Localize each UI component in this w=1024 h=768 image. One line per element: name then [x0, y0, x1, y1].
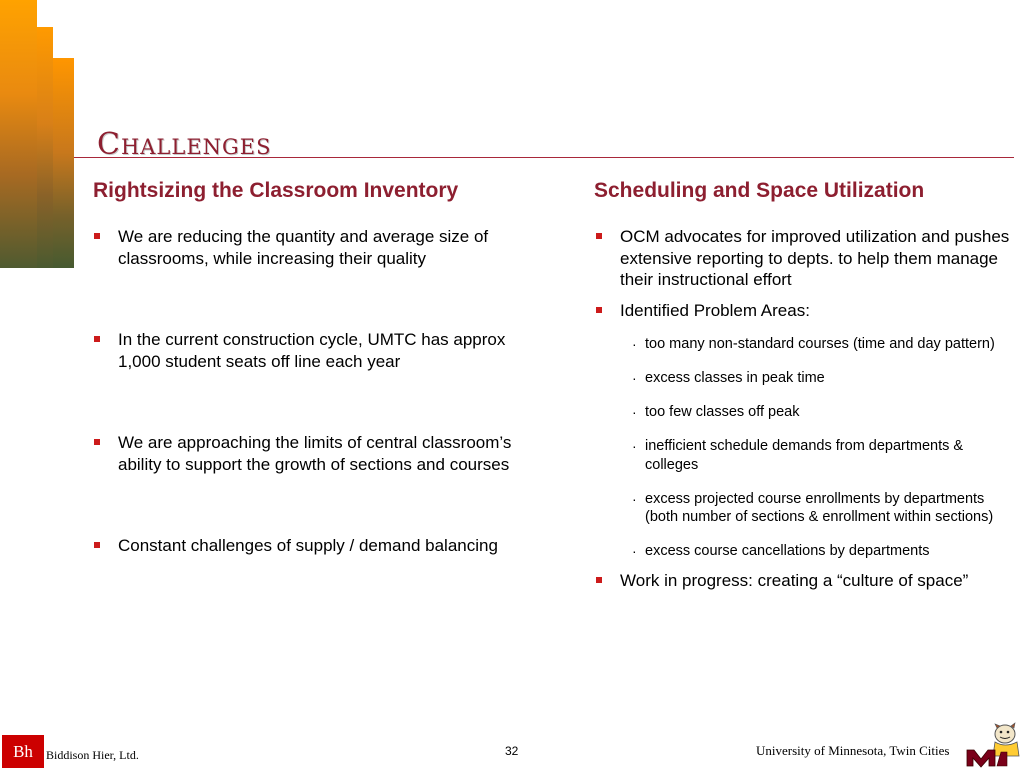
problem-areas-list	[620, 335, 1015, 561]
list-item: In the current construction cycle, UMTC has approx 1,000 student seats off line each year	[93, 329, 513, 372]
list-item: Constant challenges of supply / demand balancing	[93, 535, 513, 557]
gopher-m-logo-icon	[965, 722, 1021, 768]
sub-list-item: · too many non-standard courses (time and day pattern)	[632, 336, 995, 352]
decorative-bar-3	[53, 58, 74, 268]
bullet-square-icon	[596, 233, 602, 239]
list-item: Identified Problem Areas: · too many non-standard courses (time and day pattern) · excess classes in peak time · too few classes off peak · inefficient schedule demands from departments & colleges · excess projected course enrollments by departments (both number of sections & enrollment within sections) · excess course cancellations by departments	[595, 300, 1015, 561]
sub-list-item: · inefficient schedule demands from departments & colleges	[632, 438, 964, 473]
sub-list-item: · excess projected course enrollments by departments (both number of sections & enrollment within sections)	[632, 490, 994, 525]
right-column-heading: Scheduling and Space Utilization	[594, 179, 925, 202]
bullet-square-icon	[94, 542, 100, 548]
bullet-square-icon	[596, 307, 602, 313]
decorative-bar-2	[37, 27, 53, 268]
bullet-square-icon	[596, 577, 602, 583]
right-bullet-list	[595, 226, 1015, 600]
left-bullet-list	[93, 226, 513, 617]
decorative-bar-1	[0, 0, 37, 268]
company-name: Biddison Hier, Ltd.	[46, 748, 139, 762]
page-number: 32	[505, 744, 519, 758]
list-item: We are approaching the limits of central classroom’s ability to support the growth of sections and courses	[93, 432, 513, 475]
bullet-dot-icon: ·	[632, 438, 637, 454]
slide-title: Challenges	[97, 127, 272, 162]
bullet-dot-icon: ·	[632, 490, 637, 507]
list-item: OCM advocates for improved utilization and pushes extensive reporting to depts. to help them manage their instructional effort	[595, 226, 1015, 291]
sub-list-item: · too few classes off peak	[632, 404, 800, 420]
bullet-dot-icon: ·	[632, 370, 637, 386]
sub-list-item: · excess course cancellations by departments	[632, 543, 930, 559]
list-item: We are reducing the quantity and average size of classrooms, while increasing their quality	[93, 226, 513, 269]
company-logo: Bh	[2, 735, 44, 768]
bullet-dot-icon: ·	[632, 336, 637, 352]
bullet-square-icon	[94, 233, 100, 239]
bullet-square-icon	[94, 439, 100, 445]
list-item: Work in progress: creating a “culture of space”	[595, 570, 1015, 592]
bullet-dot-icon: ·	[632, 404, 637, 420]
sub-list-item: · excess classes in peak time	[632, 370, 825, 386]
left-column-heading: Rightsizing the Classroom Inventory	[93, 179, 459, 202]
bullet-dot-icon: ·	[632, 543, 637, 559]
title-divider	[74, 157, 1014, 158]
bullet-square-icon	[94, 336, 100, 342]
university-name: University of Minnesota, Twin Cities	[756, 743, 950, 758]
